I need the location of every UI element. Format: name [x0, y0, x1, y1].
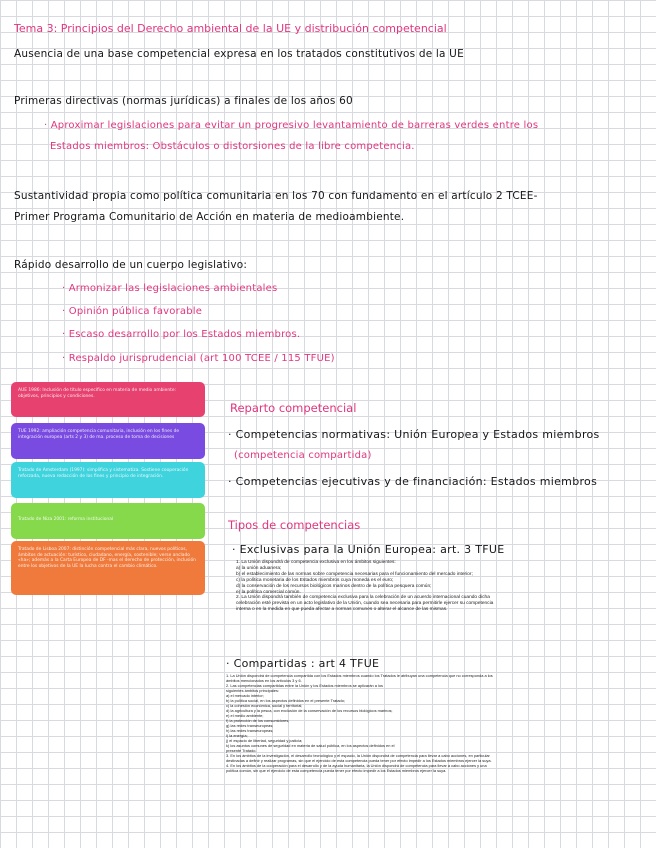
- section1-bullet-line1: · Aproximar legislaciones para evitar un progresivo levantamiento de barreras verdes entre los: [44, 120, 539, 131]
- timeline-card-tue: TUE 1992: ampliación competencia comunitaria, inclusión en los fines de integración europea (arts 2 y 3) de ma. proceso de toma de decisiones: [11, 423, 205, 459]
- section1-bullet-line2: Estados miembros: Obstáculos o distorsiones de la libre competencia.: [50, 141, 415, 152]
- reparto-line2: · Competencias ejecutivas y de financiación: Estados miembros: [228, 475, 598, 488]
- section3-bullet: · Armonizar las legislaciones ambientales: [62, 283, 278, 294]
- compartidas-text: 1. La Unión dispondrá de competencia compartida con los Estados miembros cuando los Tratados le atribuyan una competencia que no corresponda a los ámbitos mencionados en los artículos 3 y 6. 2. Las competencias compartidas entre la Unión y los Estados miembros se aplicarán a los siguientes ámbitos principales: a) el mercado interior; b) la política social, en los aspectos definidos en el presente Tratado; c) la cohesión económica, social y territorial; d) la agricultura y la pesca, con exclusión de la conservación de los recursos biológicos marinos; e) el medio ambiente; f) la protección de los consumidores; g) las redes transeuropeas; h) las redes transeuropeas; i) la energía; j) el espacio de libertad, seguridad y justicia; k) los asuntos comunes de seguridad en materia de salud pública, en los aspectos definidos en el presente Tratado. 3. En los ámbitos de la investigación, el desarrollo tecnológico y el espacio, la Unión dispondrá de competencia para llevar a cabo acciones, en particular destinadas a definir y realizar programas, sin que el ejercicio de esta competencia pueda tener por efecto impedir a los Estados miembros ejercer la suya. 4. En los ámbitos de la cooperación para el desarrollo y de la ayuda humanitaria, la Unión dispondrá de competencia para llevar a cabo acciones y una política común, sin que el ejercicio de esta competencia pueda tener por efecto impedir a los Estados miembros ejercer la suya.: [226, 673, 493, 773]
- exclusivas-text: 1. La Unión dispondrá de competencia exclusiva en los ámbitos siguientes: a) la unión aduanera; b) el establecimiento de las normas sobre competencia necesarias para el funcionamiento del mercado interior; c) la política monetaria de los Estados miembros cuya moneda es el euro; d) la conservación de los recursos biológicos marinos dentro de la política pesquera común; e) la política comercial común. 2. La Unión dispondrá también de competencia exclusiva para la celebración de un acuerdo internacional cuando dicha celebración esté prevista en un acto legislativo de la Unión, cuando sea necesaria para permitirle ejercer su competencia interna o en la medida en que pueda afectar a normas comunes o alterar el alcance de las mismas.: [236, 560, 494, 613]
- timeline-card-aue: AUE 1986: Inclusión de título específico en materia de medio ambiente: objetivos, principios y condiciones.: [11, 382, 205, 417]
- tipos-heading: Tipos de competencias: [228, 518, 361, 532]
- reparto-line1-sub: (competencia compartida): [234, 450, 372, 461]
- timeline-card-niza: Tratado de Niza 2001: reforma institucional: [11, 503, 205, 539]
- compartidas-heading: · Compartidas : art 4 TFUE: [226, 657, 380, 670]
- section2-line1: Sustantividad propia como política comunitaria en los 70 con fundamento en el artículo 2 TCEE-: [14, 190, 538, 202]
- section1-heading: Primeras directivas (normas jurídicas) a finales de los años 60: [14, 95, 353, 107]
- section3-bullet: · Escaso desarrollo por los Estados miembros.: [62, 329, 301, 340]
- reparto-heading: Reparto competencial: [230, 401, 357, 415]
- exclusivas-heading: · Exclusivas para la Unión Europea: art. 3 TFUE: [232, 543, 505, 556]
- section2-line2: Primer Programa Comunitario de Acción en materia de medioambiente.: [14, 211, 405, 223]
- timeline-card-lisboa: Tratado de Lisboa 2007: distinción competencial más clara, nuevos políticos, ámbitos de actuación: turístico, ciudadano, energía, sostenible; verse anclado «ha»; además a la Carta Europea de DF -mas el derecho de protección, inclusión entre los objetivos de la UE la lucha contra el cambio climático.: [11, 541, 205, 595]
- section3-bullet: · Opinión pública favorable: [62, 306, 203, 317]
- section3-bullet: · Respaldo jurisprudencial (art 100 TCEE / 115 TFUE): [62, 353, 335, 364]
- page-title: Tema 3: Principios del Derecho ambiental de la UE y distribución competencial: [14, 22, 447, 35]
- section3-heading: Rápido desarrollo de un cuerpo legislativo:: [14, 259, 248, 271]
- subtitle: Ausencia de una base competencial expresa en los tratados constitutivos de la UE: [14, 48, 464, 60]
- reparto-line1: · Competencias normativas: Unión Europea y Estados miembros: [228, 428, 600, 441]
- timeline-card-amsterdam: Tratado de Amsterdam (1997): simplifica y sistematiza. Sostiene cooperación reforzada, nueva redacción de los fines y principio de integración.: [11, 462, 205, 498]
